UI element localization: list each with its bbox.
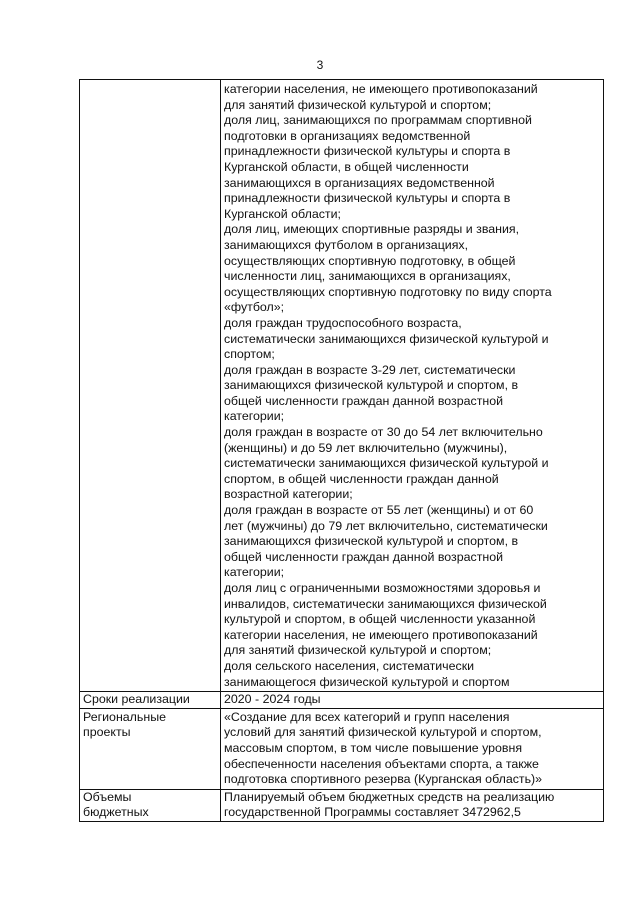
indicator-line: категории; (224, 565, 285, 580)
projects-label-line: Региональные (83, 709, 167, 724)
indicator-line: численности лиц, занимающихся в организациях, (224, 269, 511, 284)
projects-text-cell (221, 708, 604, 789)
indicator-line: «футбол»; (224, 300, 285, 315)
projects-row (80, 708, 604, 789)
indicators-text-cell (221, 80, 604, 692)
projects-label-cell (80, 708, 221, 789)
indicator-line: занимающихся в организациях ведомственной (224, 175, 495, 190)
indicator-line: доля лиц, занимающихся по программам спортивной (224, 113, 532, 128)
terms-row (80, 692, 604, 709)
page-number: 3 (316, 58, 324, 72)
indicator-line: доля граждан в возрасте от 30 до 54 лет включительно (224, 425, 543, 440)
indicator-line: занимающегося физической культурой и спортом (224, 674, 510, 689)
indicator-line: систематически занимающихся физической культурой и (224, 456, 549, 471)
indicator-line: общей численности граждан данной возрастной (224, 393, 504, 408)
indicator-line: доля лиц с ограниченными возможностями здоровья и (224, 581, 541, 595)
indicator-line: для занятий физической культурой и спортом; (224, 97, 492, 112)
indicator-line: доля граждан в возрасте от 55 лет (женщины) и от 60 (224, 503, 534, 518)
indicator-line: для занятий физической культурой и спортом; (224, 643, 492, 658)
project-line: «Создание для всех категорий и групп населения (224, 709, 510, 724)
budget-row (80, 789, 604, 821)
terms-label: Сроки реализации (83, 692, 190, 707)
indicator-line: инвалидов, систематически занимающихся физической (224, 596, 547, 611)
indicator-line: занимающихся футболом в организациях, (224, 237, 469, 252)
indicator-line: доля сельского населения, систематически (224, 658, 475, 673)
indicator-line: спортом; (224, 347, 275, 362)
budget-label-line: Объемы (83, 789, 132, 804)
project-line: обеспеченности населения объектами спорта, а также (224, 756, 539, 771)
indicator-line: систематически занимающихся физической культурой и (224, 331, 549, 346)
budget-line: Планируемый объем бюджетных средств на реализацию (224, 789, 555, 804)
indicator-line: (женщины) и до 59 лет включительно (мужчины), (224, 440, 508, 455)
indicator-line: подготовки в организациях ведомственной (224, 128, 471, 143)
project-line: условий для занятий физической культурой и спортом, (224, 725, 542, 740)
project-line: массовым спортом, в том числе повышение уровня (224, 740, 523, 755)
budget-label-cell (80, 789, 221, 821)
indicator-line: занимающихся физической культурой и спортом, в (224, 534, 519, 549)
indicator-line: осуществляющих спортивную подготовку, в общей (224, 253, 516, 268)
indicator-line: осуществляющих спортивную подготовку по виду спорта (224, 284, 552, 299)
indicator-line: категории; (224, 409, 285, 424)
indicator-line: категории населения, не имеющего противопоказаний (224, 627, 538, 642)
terms-label-cell (80, 692, 221, 709)
indicator-line: спортом, в общей численности граждан данной (224, 471, 499, 486)
indicator-line: культурой и спортом, в общей численности указанной (224, 612, 536, 627)
indicator-line: категории населения, не имеющего противопоказаний (224, 82, 538, 96)
budget-label-line: бюджетных (83, 805, 149, 820)
terms-value-cell (221, 692, 604, 709)
indicator-line: лет (мужчины) до 79 лет включительно, систематически (224, 518, 548, 533)
indicator-line: занимающихся физической культурой и спортом, в (224, 378, 519, 393)
budget-text-cell (221, 789, 604, 821)
indicator-line: доля граждан трудоспособного возраста, (224, 315, 462, 330)
indicator-line: общей численности граждан данной возрастной (224, 549, 504, 564)
indicator-line: принадлежности физической культуры и спорта в (224, 144, 511, 159)
indicator-line: Курганской области, в общей численности (224, 159, 469, 174)
budget-line: государственной Программы составляет 3472962,5 (224, 805, 521, 820)
project-line: подготовка спортивного резерва (Курганская область)» (224, 772, 543, 787)
program-passport-table (79, 79, 604, 822)
indicator-line: доля лиц, имеющих спортивные разряды и звания, (224, 222, 520, 237)
indicator-line: возрастной категории; (224, 487, 353, 502)
indicators-row (80, 80, 604, 692)
indicators-label-cell (80, 80, 221, 692)
indicator-line: Курганской области; (224, 206, 341, 221)
indicator-line: принадлежности физической культуры и спорта в (224, 191, 511, 206)
indicator-line: доля граждан в возрасте 3-29 лет, систематически (224, 362, 516, 377)
projects-label-line: проекты (83, 725, 131, 740)
terms-value: 2020 - 2024 годы (224, 692, 321, 707)
